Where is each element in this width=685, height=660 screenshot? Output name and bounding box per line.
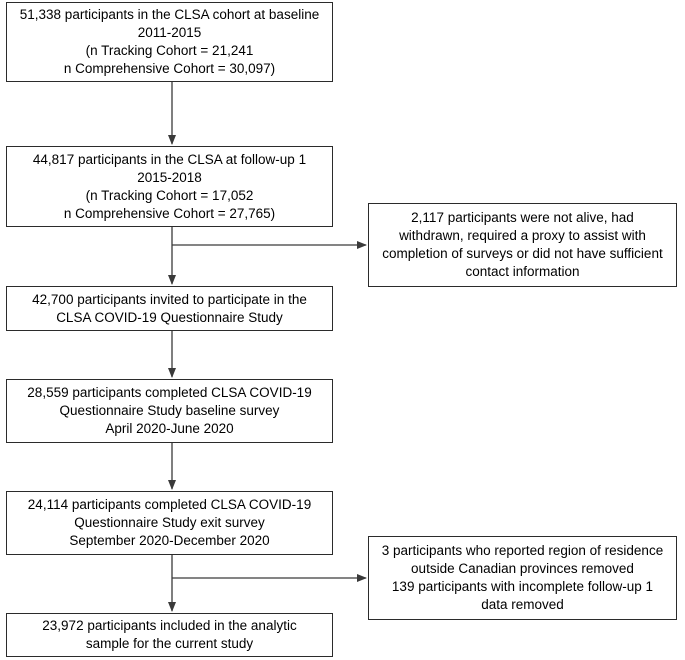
box-line: CLSA COVID-19 Questionnaire Study — [56, 309, 283, 325]
box-line: Questionnaire Study exit survey — [74, 515, 265, 530]
box-line: 2,117 participants were not alive, had — [411, 210, 634, 225]
box-line: outside Canadian provinces removed — [411, 561, 634, 576]
box-line: 44,817 participants in the CLSA at follow-up 1 — [32, 151, 307, 167]
box-line: 2015-2018 — [137, 169, 202, 185]
box-follow-up-1 — [6, 146, 333, 227]
box-line: September 2020-December 2020 — [69, 533, 270, 548]
box-line: sample for the current study — [85, 636, 254, 651]
box-line: 42,700 participants invited to participate in the — [32, 291, 307, 307]
box-line: completion of surveys or did not have sufficient — [382, 246, 663, 261]
box-line: 139 participants with incomplete follow-up 1 — [391, 579, 654, 594]
box-analytic-sample — [6, 613, 333, 657]
box-exclusion-residence-incomplete-data — [368, 536, 677, 620]
box-baseline-survey-completed — [6, 379, 333, 443]
box-invited-covid-study — [6, 286, 333, 331]
box-line: Questionnaire Study baseline survey — [59, 403, 280, 418]
box-line: 51,338 participants in the CLSA cohort at baseline — [19, 7, 320, 22]
box-exit-survey-completed — [6, 491, 333, 555]
box-line: 24,114 participants completed CLSA COVID-19 — [27, 497, 312, 512]
box-line: n Comprehensive Cohort = 30,097) — [63, 61, 276, 76]
box-line: 2011-2015 — [137, 25, 202, 40]
box-baseline-cohort — [6, 2, 333, 82]
box-line: (n Tracking Cohort = 17,052 — [85, 187, 254, 203]
box-line: contact information — [465, 264, 580, 279]
box-line: withdrawn, required a proxy to assist with — [399, 228, 646, 243]
box-line: 23,972 participants included in the analytic — [42, 618, 297, 633]
box-exclusion-not-alive-withdrawn — [368, 203, 677, 287]
box-line: April 2020-June 2020 — [105, 421, 234, 436]
box-line: 28,559 participants completed CLSA COVID-19 — [27, 385, 312, 400]
box-line: (n Tracking Cohort = 21,241 — [85, 43, 254, 58]
box-line: 3 participants who reported region of residence — [381, 543, 664, 558]
box-line: n Comprehensive Cohort = 27,765) — [63, 205, 276, 221]
box-line: data removed — [481, 597, 564, 612]
